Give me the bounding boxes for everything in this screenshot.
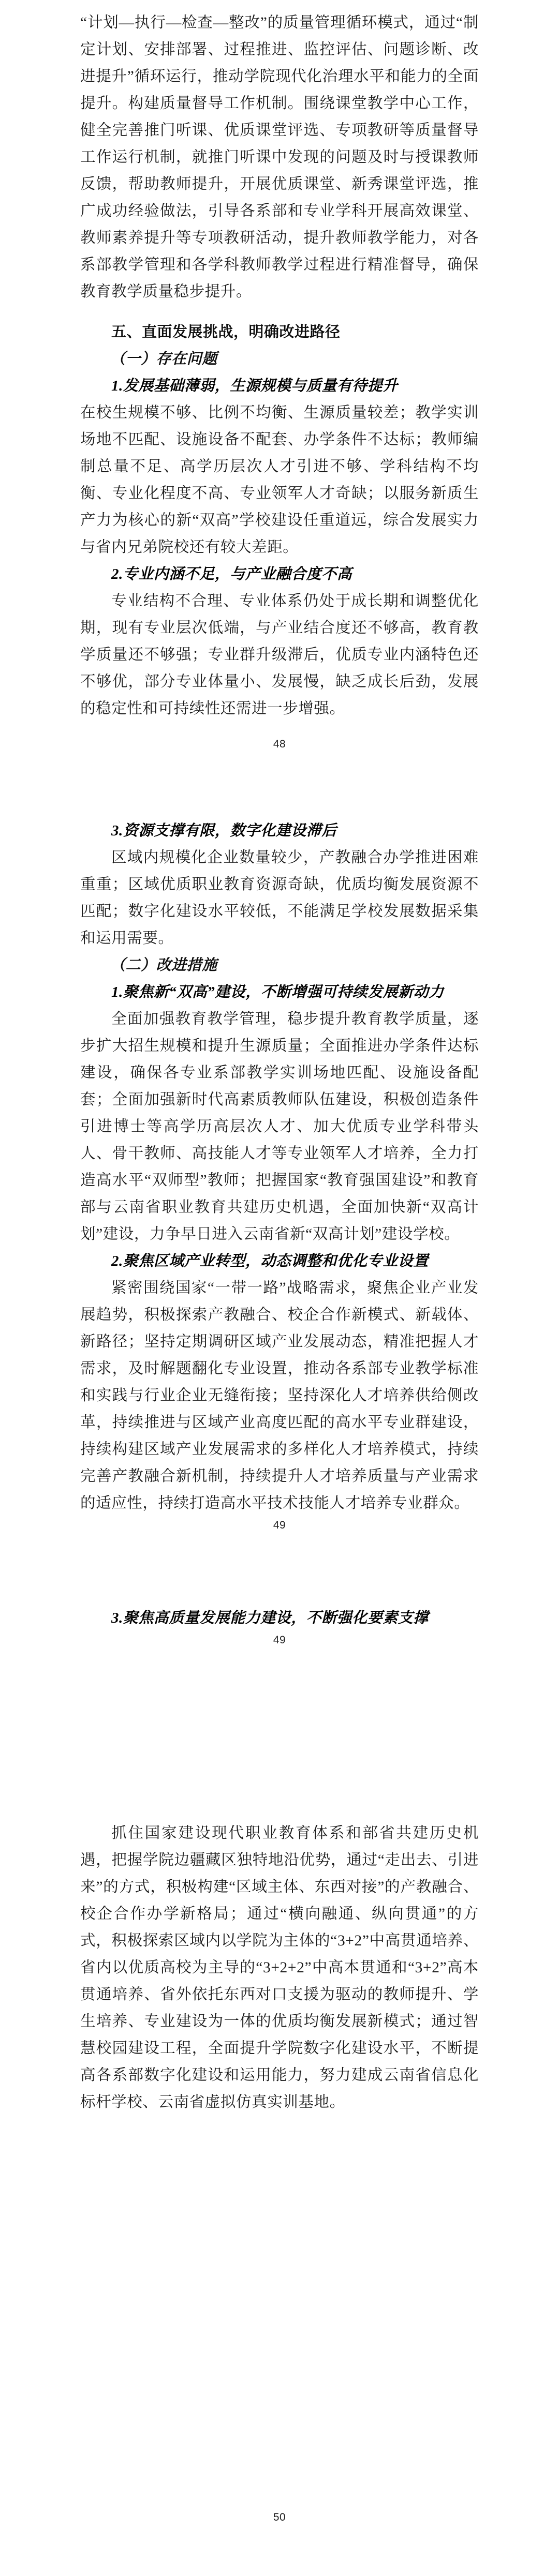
page-number-48: 48: [273, 738, 286, 750]
page-gap-48-49: [0, 753, 559, 803]
para-problem-3-body: 区域内规模化企业数量较少，产教融合办学推进困难重重；区域优质职业教育资源奇缺，优质均衡发展资源不匹配；数字化建设水平较低，不能满足学校发展数据采集和运用需要。: [80, 849, 479, 947]
document-page-50: [0, 1584, 559, 2526]
para-measure-1-body: 全面加强教育教学管理，稳步提升教育教学质量，逐步扩大招生规模和提升生源质量；全面推进办学条件达标建设，确保各专业系部教学实训场地匹配、设施设备配套；全面加强新时代高素质教师队伍建设，积极创造条件引进博士等高学历高层次人才、加大优质专业学科带头人、骨干教师、高技能人才等专业领军人才培养，全力打造高水平“双师型”教师；把握国家“教育强国建设”和教育部与云南省职业教育共建历史机遇，全面加快新“双高计划”建设，力争早日进入云南省新“双高计划”建设学校。: [80, 1011, 479, 1242]
para-problem-1-body: 在校生规模不够、比例不均衡、生源质量较差；教学实训场地不匹配、设施设备不配套、办学条件不达标；教师编制总量不足、高学历层次人才引进不够、学科结构不均衡、专业化程度不高、专业领军人才奇缺；以服务新质生产力为核心的新“双高”学校建设任重道远，综合发展实力与省内兄弟院校还有较大差距。: [80, 405, 479, 556]
heading-section-five: 五、直面发展挑战，明确改进路径: [111, 324, 341, 340]
document-page-49: [0, 803, 559, 1534]
spacer: [80, 305, 479, 319]
page-gap-inner: [80, 1649, 559, 1820]
para-measure-2-body: 紧密围绕国家“一带一路”战略需求，聚焦企业产业发展趋势，积极探索产教融合、校企合作新模式、新载体、新路径；坚持定期调研区域产业发展动态，精准把握人才需求，及时解题翻化专业设置，推动各系部专业教学标准和实践与行业企业无缝衔接；坚持深化人才培养供给侧改革，持续推进与区域产业高度匹配的高水平专业群建设，持续构建区域产业发展需求的多样化人才培养模式，持续完善产教融合新机制，持续提升人才培养质量与产业需求的适应性，持续打造高水平技术技能人才培养专业群众。: [80, 1280, 479, 1511]
heading-existing-problems: （一）存在问题: [110, 351, 217, 367]
spacer: [80, 722, 479, 736]
heading-problem-3: 3.资源支撑有限，数字化建设滞后: [111, 822, 337, 839]
bottom-whitespace: [80, 2116, 479, 2509]
page-gap-bottom: [0, 2526, 559, 2576]
heading-problem-2: 2.专业内涵不足，与产业融合度不高: [111, 566, 352, 582]
heading-problem-1: 1.发展基础薄弱，生源规模与质量有待提升: [111, 378, 398, 394]
heading-improvement-measures: （二）改进措施: [110, 957, 217, 974]
page-gap-49-50: [0, 1534, 559, 1584]
heading-measure-1: 1.聚焦新“双高”建设，不断增强可持续发展新动力: [111, 984, 444, 1000]
document-page-48: [0, 0, 559, 753]
para-measure-3-body: 抓住国家建设现代职业教育体系和部省共建历史机遇，把握学院边疆藏区独特地沿优势，通过“走出去、引进来”的方式，积极构建“区域主体、东西对接”的产教融合、校企合作办学新格局；通过“横向融通、纵向贯通”的方式，积极探索区域内以学院为主体的“3+2”中高贯通培养、省内以优质高校为主导的“3+2+2”中高本贯通和“3+2”高本贯通培养、省外依托东西对口支援为驱动的教师提升、学生培养、专业建设为一体的优质均衡发展新模式；通过智慧校园建设工程，全面提升学院数字化建设水平，不断提高各系部数字化建设和运用能力，努力建成云南省信息化标杆学校、云南省虚拟仿真实训基地。: [80, 1825, 479, 2110]
para-quality-management-cycle: “计划—执行—检查—整改”的质量管理循环模式，通过“制定计划、安排部署、过程推进、监控评估、问题诊断、改进提升”循环运行，推动学院现代化治理水平和能力的全面提升。构建质量督导工作机制。围绕课堂教学中心工作，健全完善推门听课、优质课堂评选、专项教研等质量督导工作运行机制，就推门听课中发现的问题及时与授课教师反馈，帮助教师提升，开展优质课堂、新秀课堂评选，推广成功经验做法，引导各系部和专业学科开展高效课堂、教师素养提升等专项教研活动，提升教师教学能力，对各系部教学管理和各学科教师教学过程进行精准督导，确保教育教学质量稳步提升。: [80, 14, 479, 300]
page-number-49: 49: [273, 1519, 286, 1531]
page-number-49-inline: 49: [273, 1634, 286, 1646]
heading-measure-3: 3.聚焦高质量发展能力建设，不断强化要素支撑: [111, 1610, 429, 1626]
page-number-50: 50: [273, 2511, 286, 2523]
heading-measure-2: 2.聚焦区域产业转型，动态调整和优化专业设置: [111, 1253, 429, 1269]
para-problem-2-body: 专业结构不合理、专业体系仍处于成长期和调整优化期，现有专业层次低端，与产业结合度还不够高，教育教学质量还不够强；专业群升级滞后，优质专业内涵特色还不够优，部分专业体量小、发展慢，缺乏成长后劲，发展的稳定性和可持续性还需进一步增强。: [80, 593, 479, 717]
